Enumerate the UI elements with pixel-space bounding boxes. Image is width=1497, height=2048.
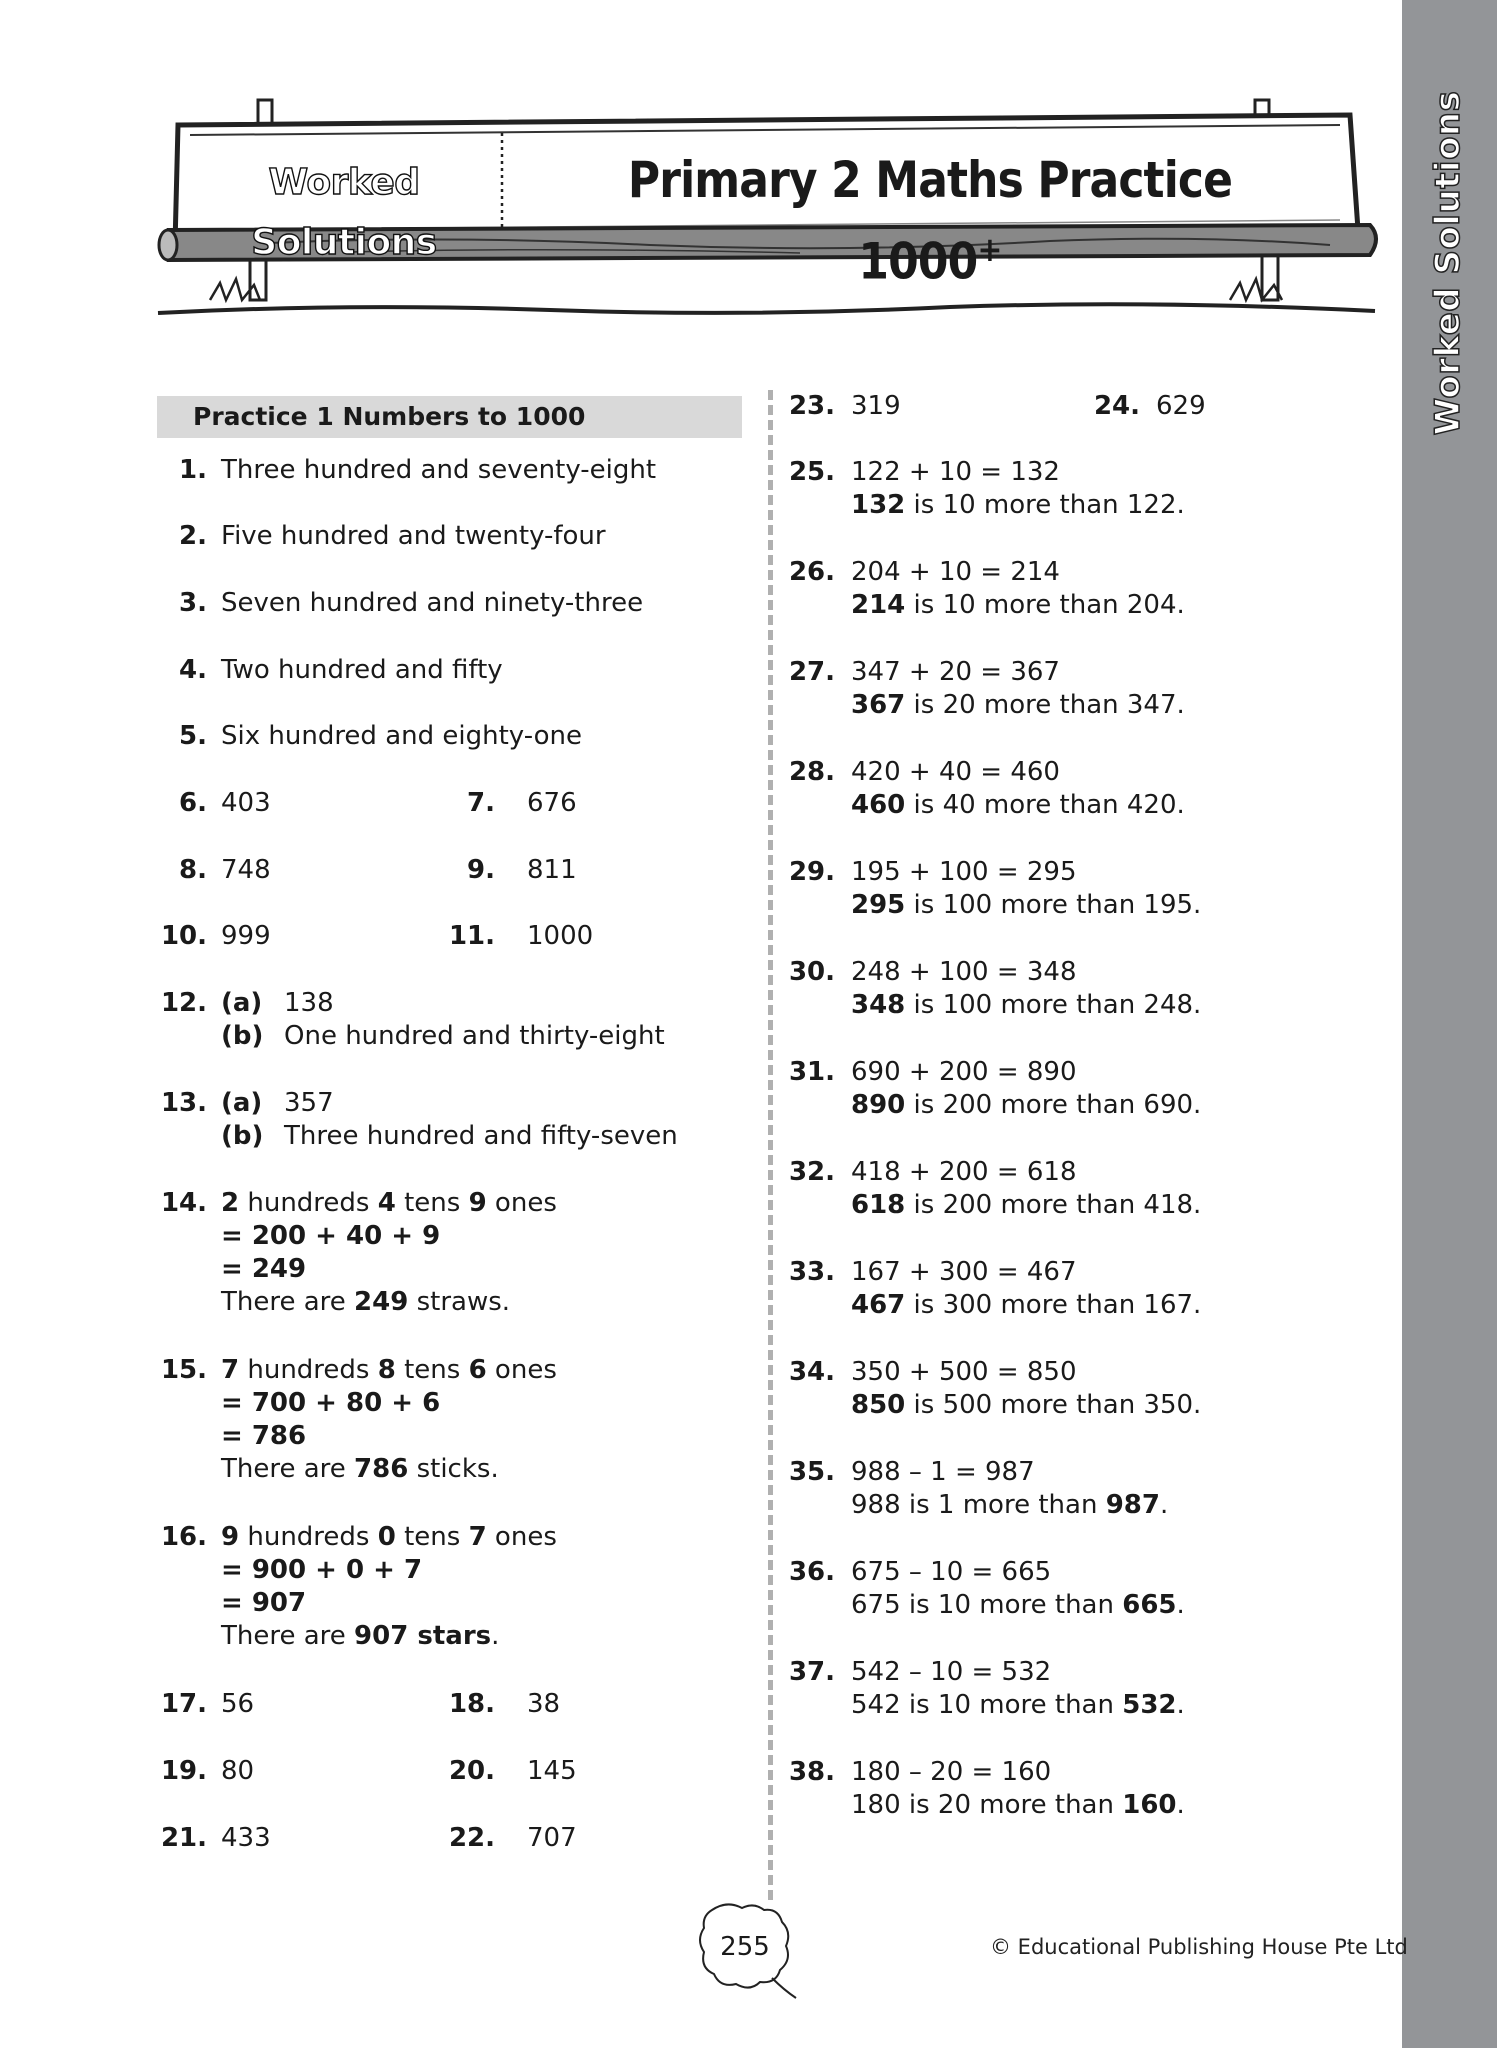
column-divider <box>768 390 773 1900</box>
header-tag: Worked Solutions <box>251 162 437 263</box>
page-number: 255 <box>720 1932 770 1962</box>
sidebar-label: Worked Solutions <box>1428 90 1468 436</box>
copyright-notice: © Educational Publishing House Pte Ltd <box>990 1935 1408 1959</box>
section-heading: Practice 1 Numbers to 1000 <box>157 396 742 438</box>
page-title: Primary 2 Maths Practice 1000+ <box>627 151 1233 291</box>
